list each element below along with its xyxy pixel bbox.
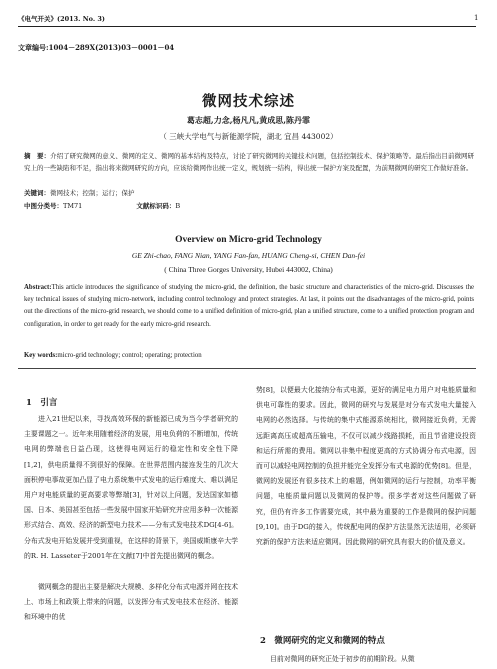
page-number: 1 bbox=[474, 14, 479, 22]
abstract-text-chinese: 介绍了研究微网的意义、微网的定义、微网的基本结构及特点，讨论了研究微网的关键技术问题，包括控制技术、保护策略等。最后指出目前微网研究上的一些缺陷和不足，指出将来微网研究的方向，应该给微网作出统一定义，规划统一结构，得出统一保护方案及配置，为前期微网的研究工作做好准备。 bbox=[24, 152, 475, 172]
abstract-text-english: This article introduces the significance of studying the micro-grid, the definition, the basic structure and characteristics of the micro-grid. Discusses the key technical issues of studying micro-network, including control technology and protect strategies. At last, it points out the disadvantages of the micro-grid, points out the directions of the micro-grid research, we should come to a unified definition of micro-grid, plan a unified structure, come to a unified protection program and configuration, in order to get ready for the early micro-grid research. bbox=[24, 284, 474, 328]
keywords-text-chinese: 微网技术；控制；运行；保护 bbox=[50, 189, 135, 197]
authors-english: GE Zhi-chao, FANG Nian, YANG Fan-fan, HUANG Cheng-si, CHEN Dan-fei bbox=[131, 251, 366, 260]
doc-code-value: B bbox=[175, 202, 181, 210]
abstract-label-chinese: 摘 要： bbox=[24, 152, 51, 160]
section-1-paragraph-1: 进入21世纪以来，寻找高效环保的新能源已成为当今学者研究的主要课题之一。近年来用随着经济的发展，用电负荷的不断增加，传统电网的弊端也日益凸现，这使得电网运行的稳定性和安全性下降[1,2]，供电质量得不到很好的保障。在世界范围内接连发生的几次大面积停电事故更加凸显了电力系统集中式发电的运行难度大、难以满足用户对电能质量的更高要求等弊端[3]，针对以上问题，发达国家如德国、日本、美国甚至包括一些发展中国家开始研究并应用多种一次能源形式结合、高效、经济的新型电力技术——分布式发电技术DG[4-6]。分布式发电开始发展并受到重视，在这样的背景下，美国威斯康辛大学的R. H. Lasseter于2001年在文献[7]中首先提出微网的概念。 bbox=[24, 415, 238, 560]
section-2-heading: 2 微网研究的定义和微网的特点 bbox=[260, 636, 385, 646]
doc-code-label: 文献标识码： bbox=[136, 202, 176, 210]
keywords-chinese bbox=[24, 188, 135, 197]
section-2-paragraph: 目前对微网的研究正处于初步的前期阶段。从微 bbox=[270, 655, 415, 663]
keywords-english bbox=[24, 352, 202, 359]
clc-value: TM71 bbox=[63, 202, 83, 210]
keywords-label-english: Key words: bbox=[24, 352, 58, 359]
running-header: 《电气开关》(2013. No. 3) bbox=[18, 15, 105, 23]
article-number: 文章编号:1004－289X(2013)03－0001－04 bbox=[18, 43, 175, 52]
section-1-heading: 1 引言 bbox=[26, 398, 58, 408]
authors-chinese: 葛志超,力念,杨凡凡,黄成思,陈丹霏 bbox=[186, 115, 311, 125]
section-divider bbox=[18, 368, 476, 369]
right-column-paragraph: 势[8]，以便最大化接纳分布式电源，更好的满足电力用户对电能质量和供电可靠性的要求。因此，微网的研究与发展是对分布式发电大量接入电网的必然选择。与传统的集中式能源系统相比，微网接近负荷，无需远距离高压或超高压输电，不仅可以减少线路损耗，而且节省建设投资和运行所需的费用。微网以非集中程度更高的方式协调分布式电源，因而可以减轻电网控制的负担并能完全发挥分布式电源的优势[8]。但是，微网的发展还有很多技术上的难题，例如微网的运行与控制，功率平衡问题，电能质量问题以及微网的保护等。很多学者对这些问题做了研究，但仍有许多工作需要完成，其中最为重要的工作是微网的保护问题[9,10]。由于DG的接入，传统配电网的保护方法显然无法适用，必须研究新的保护方法来适应微网。因此微网的研究具有很大的价值及意义。 bbox=[256, 386, 476, 547]
abstract-english bbox=[24, 282, 474, 331]
keywords-text-english: micro-grid technology; control; operating; protection bbox=[57, 352, 202, 359]
abstract-chinese bbox=[24, 150, 474, 174]
affiliation-english: ( China Three Gorges University, Hubei 443002, China) bbox=[164, 265, 333, 274]
clc-label: 中图分类号： bbox=[24, 202, 63, 210]
affiliation-chinese: （ 三峡大学电气与新能源学院，湖北 宜昌 443002） bbox=[159, 132, 338, 141]
title-chinese: 微网技术综述 bbox=[202, 93, 295, 110]
section-1-paragraph-2: 微网概念的提出主要是解决大规模、多样化分布式电源并网在技术上、市场上和政策上带来的问题，以发挥分布式发电技术在经济、能源和环境中的优 bbox=[24, 583, 238, 622]
keywords-label-chinese: 关键词： bbox=[24, 189, 50, 197]
classification-line bbox=[24, 201, 180, 210]
abstract-label-english: Abstract: bbox=[24, 284, 52, 291]
title-english: Overview on Micro-grid Technology bbox=[175, 235, 322, 245]
header-rule bbox=[18, 26, 476, 27]
